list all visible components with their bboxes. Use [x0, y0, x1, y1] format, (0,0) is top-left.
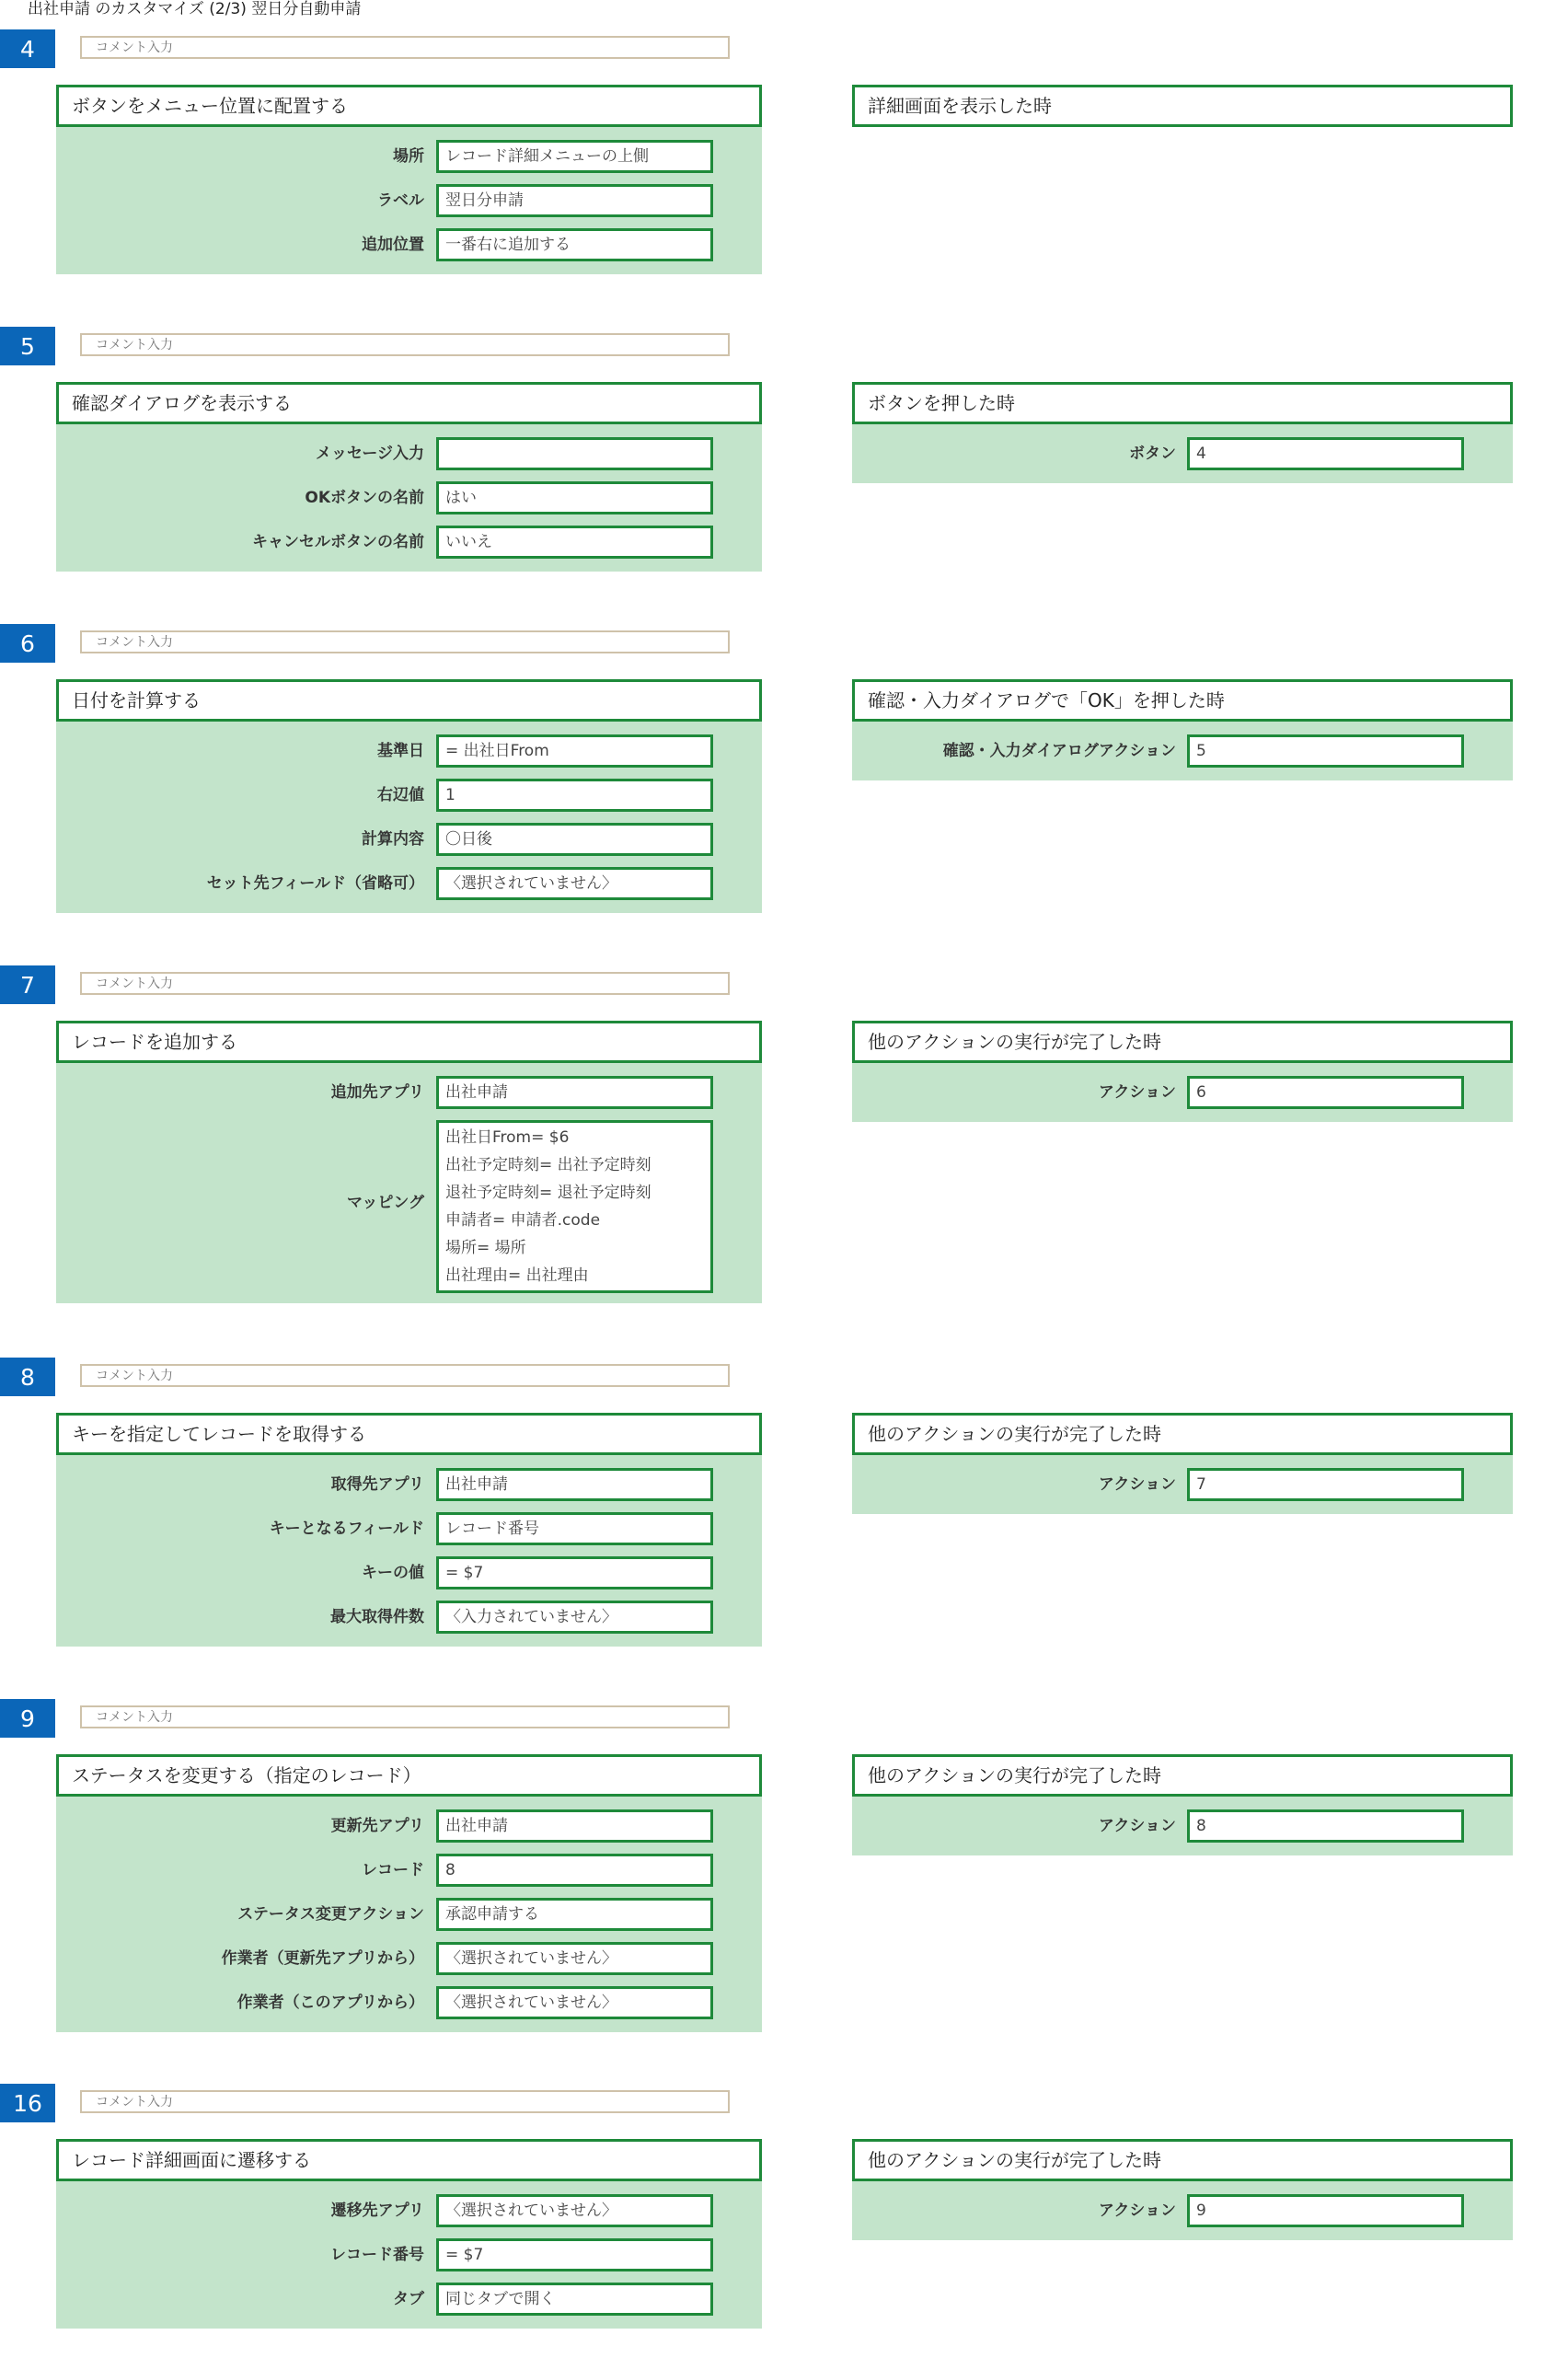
action-panel: [56, 1413, 762, 1647]
action-title[interactable]: ステータスを変更する（指定のレコード）: [56, 1754, 762, 1797]
trigger-panel: [852, 1413, 1513, 1514]
field-value[interactable]: 〇日後: [436, 823, 713, 856]
field-label: アクション: [1098, 1083, 1176, 1102]
field-label: OKボタンの名前: [305, 489, 424, 507]
field-label: 基準日: [377, 742, 424, 760]
mapping-label: マッピング: [347, 1194, 424, 1212]
field-label: 右辺値: [377, 786, 424, 804]
field-value[interactable]: 〈入力されていません〉: [436, 1601, 713, 1634]
field-value[interactable]: 翌日分申請: [436, 184, 713, 217]
field-value[interactable]: 〈選択されていません〉: [436, 1986, 713, 2019]
field-value[interactable]: 7: [1187, 1468, 1464, 1501]
trigger-title[interactable]: 他のアクションの実行が完了した時: [852, 2139, 1513, 2181]
comment-input[interactable]: [80, 1364, 730, 1387]
mapping-line: 出社予定時刻= 出社予定時刻: [445, 1156, 651, 1174]
mapping-line: 退社予定時刻= 退社予定時刻: [445, 1184, 651, 1202]
field-value[interactable]: 6: [1187, 1076, 1464, 1109]
mapping-line: 申請者= 申請者.code: [445, 1211, 601, 1230]
action-panel: [56, 2139, 762, 2329]
field-label: アクション: [1098, 1475, 1176, 1494]
field-label: 追加先アプリ: [330, 1083, 424, 1102]
field-label: レコード: [362, 1861, 424, 1879]
comment-input[interactable]: [80, 36, 730, 59]
field-value[interactable]: 1: [436, 779, 713, 812]
action-panel: [56, 679, 762, 913]
field-value[interactable]: 承認申請する: [436, 1898, 713, 1931]
trigger-title[interactable]: 詳細画面を表示した時: [852, 85, 1513, 127]
comment-input[interactable]: [80, 630, 730, 653]
field-value[interactable]: = $7: [436, 2238, 713, 2271]
action-panel: [56, 1021, 762, 1303]
comment-input[interactable]: [80, 1705, 730, 1728]
mapping-line: 場所= 場所: [445, 1239, 526, 1257]
comment-input[interactable]: [80, 972, 730, 995]
field-label: 更新先アプリ: [330, 1817, 424, 1835]
field-value[interactable]: 出社申請: [436, 1809, 713, 1843]
field-label: ボタン: [1129, 445, 1176, 463]
action-title[interactable]: レコード詳細画面に遷移する: [56, 2139, 762, 2181]
field-label: 追加位置: [362, 236, 424, 254]
action-panel: [56, 85, 762, 274]
field-label: ラベル: [377, 191, 424, 210]
trigger-panel: [852, 1021, 1513, 1122]
field-value[interactable]: レコード詳細メニューの上側: [436, 140, 713, 173]
field-label: セット先フィールド（省略可）: [206, 874, 424, 893]
field-label: 確認・入力ダイアログアクション: [942, 742, 1176, 760]
trigger-title[interactable]: 他のアクションの実行が完了した時: [852, 1021, 1513, 1063]
field-value[interactable]: 同じタブで開く: [436, 2283, 713, 2316]
action-title[interactable]: レコードを追加する: [56, 1021, 762, 1063]
step-number-badge: 8: [0, 1358, 55, 1396]
field-value[interactable]: = 出社日From: [436, 734, 713, 768]
field-value[interactable]: 8: [436, 1854, 713, 1887]
step-number-badge: 4: [0, 29, 55, 68]
field-value[interactable]: 4: [1187, 437, 1464, 470]
field-value[interactable]: 〈選択されていません〉: [436, 867, 713, 900]
field-label: キャンセルボタンの名前: [252, 533, 424, 551]
field-label: 作業者（更新先アプリから）: [221, 1949, 424, 1968]
step-number-badge: 5: [0, 327, 55, 365]
field-label: レコード番号: [330, 2246, 424, 2264]
field-label: タブ: [393, 2290, 424, 2308]
field-label: 場所: [393, 147, 424, 166]
field-label: ステータス変更アクション: [237, 1905, 424, 1924]
field-label: 遷移先アプリ: [330, 2202, 424, 2220]
action-title[interactable]: ボタンをメニュー位置に配置する: [56, 85, 762, 127]
page-title: 出社申請 のカスタマイズ (2/3) 翌日分自動申請: [28, 0, 362, 18]
trigger-panel: [852, 382, 1513, 483]
mapping-field[interactable]: [436, 1120, 713, 1293]
field-label: 計算内容: [362, 830, 424, 849]
field-label: 取得先アプリ: [330, 1475, 424, 1494]
field-value[interactable]: 8: [1187, 1809, 1464, 1843]
field-value[interactable]: 一番右に追加する: [436, 228, 713, 261]
field-value[interactable]: 5: [1187, 734, 1464, 768]
field-label: キーの値: [362, 1564, 424, 1582]
mapping-line: 出社日From= $6: [445, 1128, 570, 1147]
field-value[interactable]: 9: [1187, 2194, 1464, 2227]
trigger-title[interactable]: 他のアクションの実行が完了した時: [852, 1754, 1513, 1797]
field-label: 最大取得件数: [330, 1608, 424, 1626]
step-number-badge: 7: [0, 965, 55, 1004]
field-value[interactable]: = $7: [436, 1556, 713, 1589]
trigger-panel: [852, 2139, 1513, 2240]
field-label: メッセージ入力: [316, 445, 424, 463]
mapping-line: 出社理由= 出社理由: [445, 1266, 589, 1285]
action-title[interactable]: キーを指定してレコードを取得する: [56, 1413, 762, 1455]
field-label: アクション: [1098, 2202, 1176, 2220]
field-value[interactable]: はい: [436, 481, 713, 514]
action-panel: [56, 382, 762, 572]
trigger-title[interactable]: ボタンを押した時: [852, 382, 1513, 424]
action-panel: [56, 1754, 762, 2032]
step-number-badge: 9: [0, 1699, 55, 1738]
action-title[interactable]: 日付を計算する: [56, 679, 762, 722]
comment-input[interactable]: [80, 333, 730, 356]
field-label: キーとなるフィールド: [269, 1520, 424, 1538]
trigger-panel: [852, 679, 1513, 780]
field-value[interactable]: いいえ: [436, 526, 713, 559]
field-label: アクション: [1098, 1817, 1176, 1835]
field-value[interactable]: 〈選択されていません〉: [436, 2194, 713, 2227]
field-value[interactable]: レコード番号: [436, 1512, 713, 1545]
trigger-title[interactable]: 他のアクションの実行が完了した時: [852, 1413, 1513, 1455]
field-value[interactable]: 出社申請: [436, 1076, 713, 1109]
comment-input[interactable]: [80, 2090, 730, 2113]
field-label: 作業者（このアプリから）: [236, 1994, 424, 2012]
field-value[interactable]: 出社申請: [436, 1468, 713, 1501]
trigger-panel: [852, 1754, 1513, 1855]
step-number-badge: 6: [0, 624, 55, 663]
trigger-panel: [852, 85, 1513, 127]
action-title[interactable]: 確認ダイアログを表示する: [56, 382, 762, 424]
trigger-title[interactable]: 確認・入力ダイアログで「OK」を押した時: [852, 679, 1513, 722]
field-value[interactable]: 〈選択されていません〉: [436, 1942, 713, 1975]
field-value[interactable]: [436, 437, 713, 470]
step-number-badge: 16: [0, 2084, 55, 2122]
